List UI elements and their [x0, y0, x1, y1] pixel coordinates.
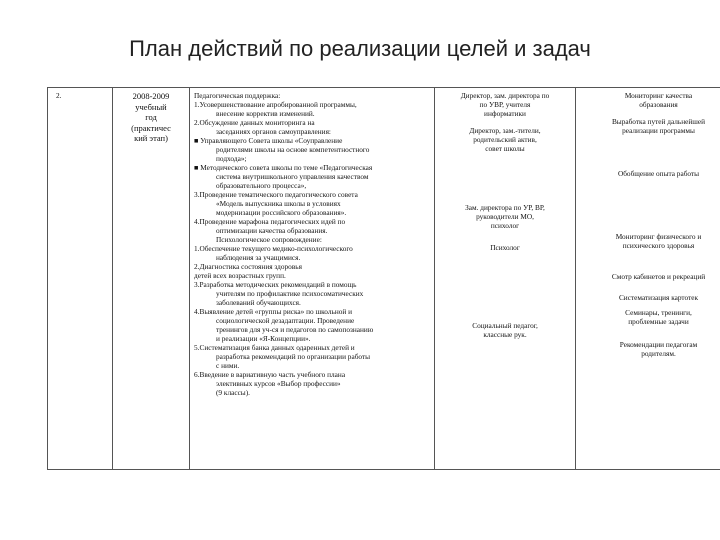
result-entry: Мониторинг качества образования — [624, 91, 693, 109]
activity-line: детей всех возрастных групп. — [194, 271, 286, 280]
activity-line: социологической дезадаптации. Проведение — [216, 316, 355, 325]
period-line: кий этап) — [134, 133, 168, 143]
activity-line: Педагогическая поддержка: — [194, 91, 281, 100]
result-entry: Рекомендации педагогам родителям. — [619, 340, 698, 358]
result-entry: Выработка путей дальнейшей реализации программы — [611, 117, 706, 135]
plan-table — [47, 87, 720, 470]
activity-line: оптимизации качества образования. — [216, 226, 328, 235]
table-row — [48, 88, 720, 470]
activity-line: Психологическое сопровождение: — [216, 235, 322, 244]
activity-line: 5.Систематизация банка данных одаренных детей и — [194, 343, 355, 352]
activity-line: 4.Выявление детей «группы риска» по школьной и — [194, 307, 353, 316]
result-entry: Смотр кабинетов и рекреаций — [611, 272, 706, 281]
activity-line: учителям по профилактике психосоматических — [216, 289, 364, 298]
activity-line: тренингов для уч-ся и педагогов по самопознанию — [216, 325, 374, 334]
responsible-entry: Социальный педагог, классные рук. — [472, 321, 538, 339]
result-entry: Систематизация картотек — [618, 293, 699, 302]
result-entry: Обобщение опыта работы — [617, 169, 700, 178]
activity-line: 2.Диагностика состояния здоровья — [194, 262, 302, 271]
row-number: 2. — [56, 91, 62, 100]
activity-line: 6.Введение в вариативную часть учебного плана — [194, 370, 346, 379]
result-entry: Мониторинг физического и психического здоровья — [615, 232, 702, 250]
activity-line: ■ Управляющего Совета школы «Соуправление — [194, 136, 343, 145]
activity-line: внесение корректив изменений. — [216, 109, 315, 118]
responsible-entry: Директор, зам.-тители, родительский актив, совет школы — [469, 126, 541, 153]
activity-line: родителями школы на основе компетентностного — [216, 145, 370, 154]
activity-line: с ними. — [216, 361, 240, 370]
activity-line: (9 классы). — [216, 388, 250, 397]
activity-line: 3.Разработка методических рекомендаций в помощь — [194, 280, 357, 289]
responsible-entry: Директор, зам. директора по по УВР, учителя информатики — [460, 91, 550, 118]
activity-line: заседаниях органов самоуправления: — [216, 127, 331, 136]
period-line: (практичес — [131, 122, 171, 133]
period-line: 2008-2009 — [132, 91, 170, 101]
activity-line: разработка рекомендаций по организации работы — [216, 352, 371, 361]
activity-line: и реализации «Я-Концепции». — [216, 334, 311, 343]
activities-cell — [190, 88, 435, 470]
period-line: год — [145, 112, 157, 122]
results-cell — [576, 88, 720, 470]
activity-line: заболеваний обучающихся. — [216, 298, 301, 307]
activity-line: элективных курсов «Выбор профессии» — [216, 379, 341, 388]
result-entry: Семинары, тренинги, проблемные задачи — [625, 308, 692, 326]
activity-line: 2.Обсуждение данных мониторинга на — [194, 118, 315, 127]
activity-line: ■ Методического совета школы по теме «Педагогическая — [194, 163, 373, 172]
activity-line: образовательного процесса», — [216, 181, 307, 190]
period-line: учебный — [135, 101, 167, 112]
activity-line: система внутришкольного управления качеством — [216, 172, 369, 181]
activity-line: 4.Проведение марафона педагогических идей по — [194, 217, 346, 226]
activity-line: модернизации российского образования». — [216, 208, 347, 217]
activity-line: подхода»; — [216, 154, 247, 163]
activity-line: 1.Обеспечение текущего медико-психологического — [194, 244, 353, 253]
activity-line: 3.Проведение тематического педагогического совета — [194, 190, 358, 199]
responsible-entry: Психолог — [490, 243, 520, 252]
period-cell — [113, 88, 190, 470]
page-title: План действий по реализации целей и задач — [129, 36, 591, 61]
row-number-cell — [48, 88, 113, 470]
activity-line: наблюдения за учащимися. — [216, 253, 301, 262]
activity-line: «Модель выпускника школы в условиях — [216, 199, 341, 208]
activity-line: 1.Усовершенствование апробированной программы, — [194, 100, 357, 109]
responsible-entry: Зам. директора по УР, ВР, руководители МО, психолог — [465, 203, 545, 230]
responsible-cell — [435, 88, 576, 470]
